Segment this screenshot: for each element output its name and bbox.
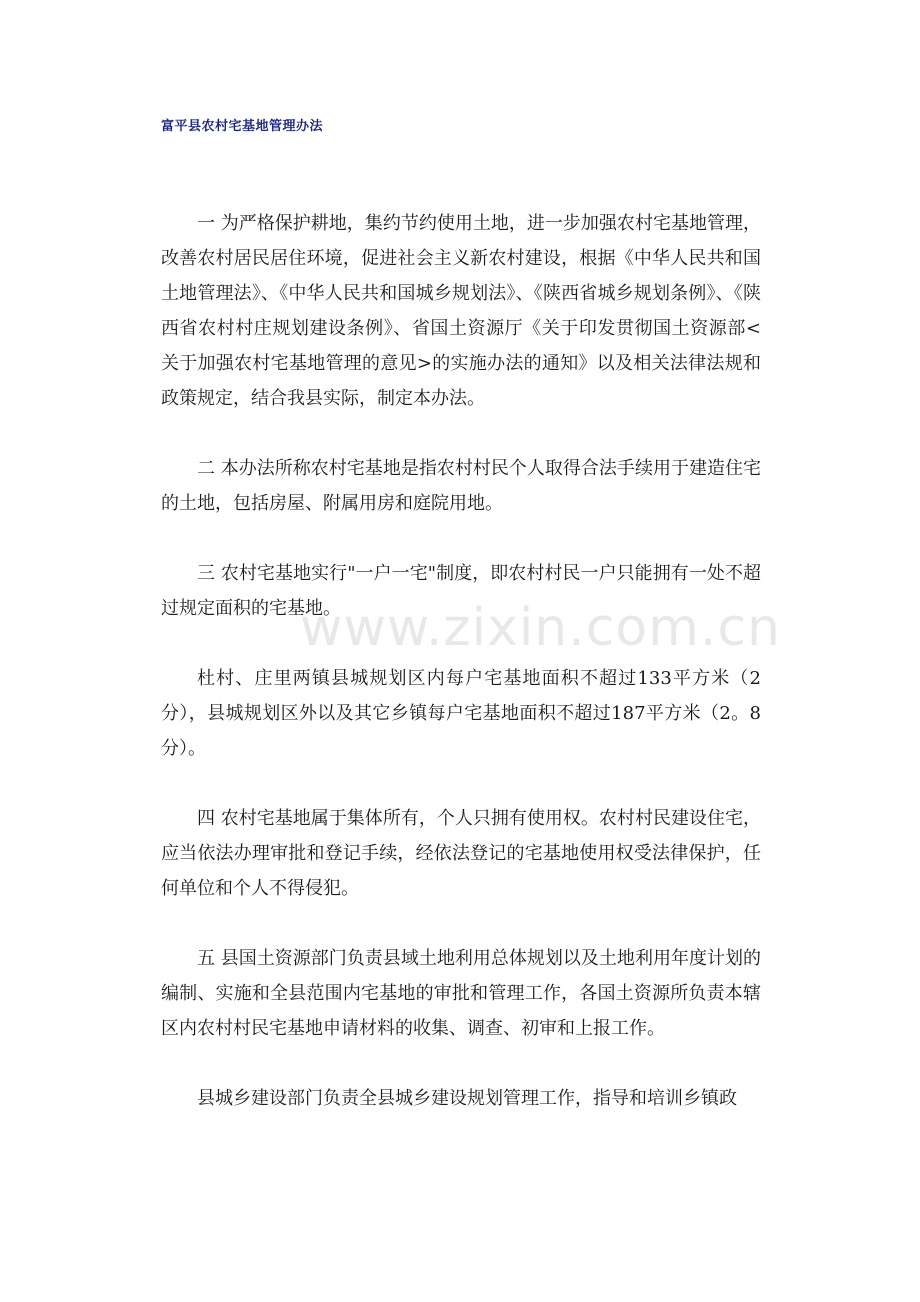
paragraph-3: 三 农村宅基地实行"一户一宅"制度，即农村村民一户只能拥有一处不超过规定面积的宅基地。 <box>161 563 761 619</box>
paragraph-4: 杜村、庄里两镇县城规划区内每户宅基地面积不超过133平方米（2分），县城规划区外以及其它乡镇每户宅基地面积不超过187平方米（2。8分）。 <box>161 668 761 759</box>
paragraph-1: 一 为严格保护耕地，集约节约使用土地，进一步加强农村宅基地管理，改善农村居民居住环境，促进社会主义新农村建设，根据《中华人民共和国土地管理法》、《中华人民共和国城乡规划法》、《陕西省城乡规划条例》、《陕西省农村村庄规划建设条例》、省国土资源厅《关于印发贯彻国土资源部<关于加强农村宅基地管理的意见>的实施办法的通知》以及相关法律法规和政策规定，结合我县实际，制定本办法。 <box>161 213 761 409</box>
watermark: www.zixin.com.cn <box>300 598 781 658</box>
paragraph-2: 二 本办法所称农村宅基地是指农村村民个人取得合法手续用于建造住宅的土地，包括房屋、附属用房和庭院用地。 <box>161 458 761 514</box>
document-body <box>161 206 761 1151</box>
paragraph-5: 四 农村宅基地属于集体所有，个人只拥有使用权。农村村民建设住宅，应当依法办理审批和登记手续，经依法登记的宅基地使用权受法律保护，任何单位和个人不得侵犯。 <box>161 808 761 899</box>
paragraph-6: 五 县国土资源部门负责县域土地利用总体规划以及土地利用年度计划的编制、实施和全县范围内宅基地的审批和管理工作，各国土资源所负责本辖区内农村村民宅基地申请材料的收集、调查、初审和上报工作。 <box>161 948 761 1039</box>
paragraph-7: 县城乡建设部门负责全县城乡建设规划管理工作，指导和培训乡镇政 <box>197 1088 737 1109</box>
document-title: 富平县农村宅基地管理办法 <box>161 119 324 134</box>
